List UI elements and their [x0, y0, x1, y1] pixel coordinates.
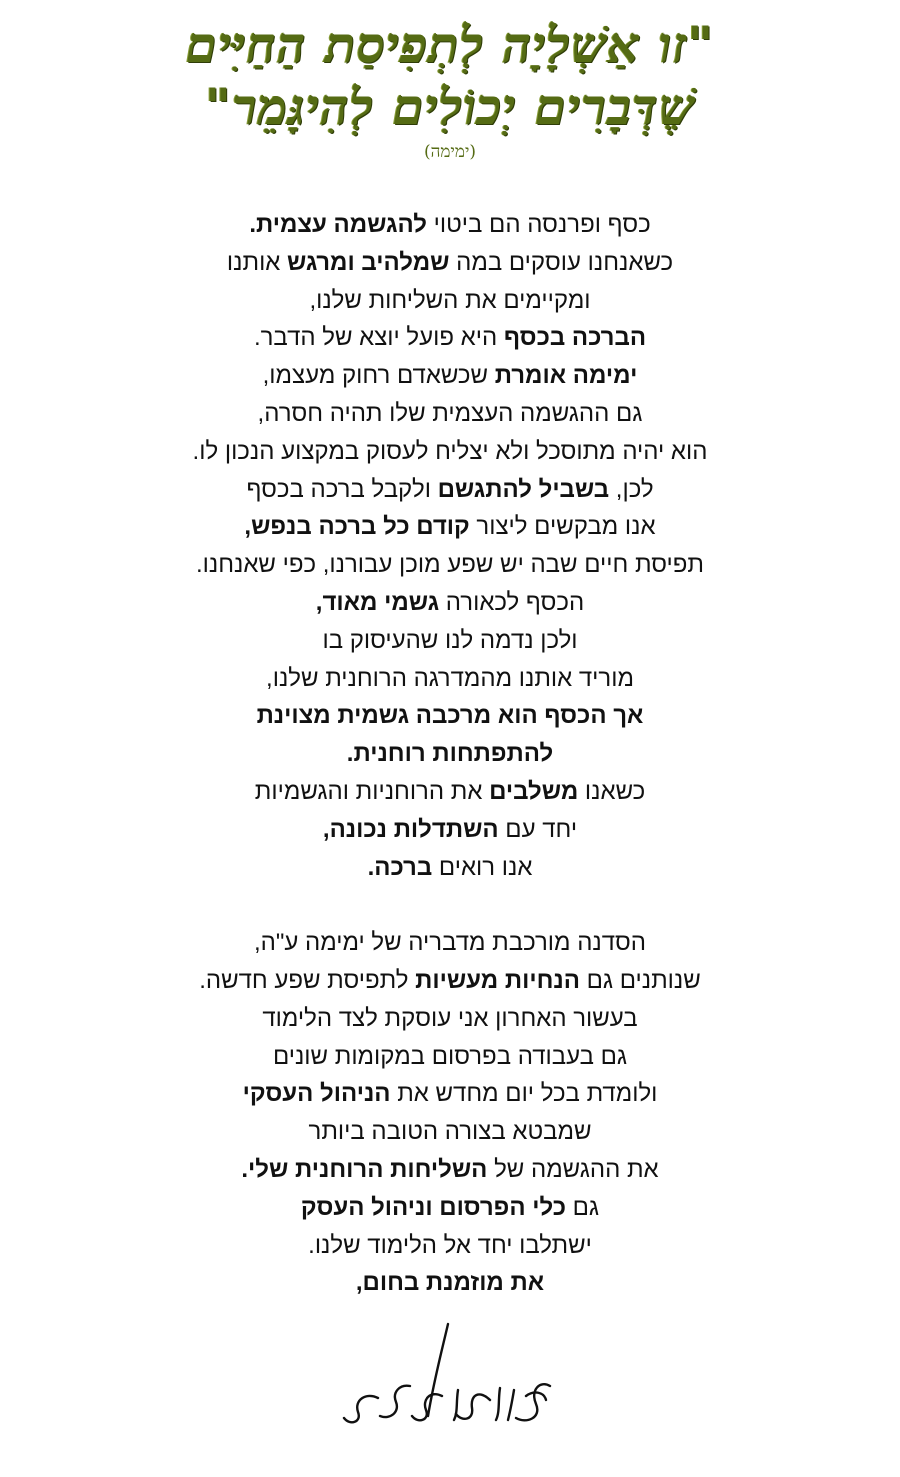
text-line [0, 1151, 900, 1189]
text-line [0, 735, 900, 773]
text-segment: כשאנו [578, 777, 646, 805]
text-segment: היא פועל יוצא של הדבר. [253, 324, 504, 352]
text-line [0, 1227, 900, 1265]
text-line [0, 773, 900, 811]
text-segment: אותנו [226, 248, 288, 276]
text-line [0, 433, 900, 471]
text-line [0, 1000, 900, 1038]
handwritten-signature-icon [330, 1320, 570, 1440]
text-line [0, 1189, 900, 1227]
text-line [0, 395, 900, 433]
text-line [0, 622, 900, 660]
bold-text-segment: השתדלות נכונה, [322, 815, 499, 843]
text-line [0, 1038, 900, 1076]
text-line [0, 206, 900, 244]
text-line [0, 244, 900, 282]
text-line [0, 697, 900, 735]
bold-text-segment: גשמי מאוד, [315, 588, 440, 616]
text-line [0, 357, 900, 395]
text-segment: כסף ופרנסה הם ביטוי [426, 211, 651, 238]
text-segment: גם [565, 1193, 600, 1221]
bold-text-segment: להתפתחות רוחנית. [346, 740, 554, 768]
text-segment: שכשאדם רחוק מעצמו, [262, 362, 495, 390]
text-line [0, 1075, 900, 1113]
text-line [0, 811, 900, 849]
text-line [0, 849, 900, 887]
text-line [0, 471, 900, 509]
text-segment: מוריד אותנו מהמדרגה הרוחנית שלנו, [266, 664, 634, 692]
text-line [0, 319, 900, 357]
bold-text-segment: את מוזמנת בחום, [355, 1269, 545, 1297]
text-segment: גם ההגשמה העצמית שלו תהיה חסרה, [257, 399, 643, 427]
text-segment: הסדנה מורכבת מדבריה של ימימה ע"ה, [253, 929, 646, 957]
bold-text-segment: הברכה בכסף [503, 324, 647, 352]
text-segment: הכסף לכאורה [439, 588, 585, 616]
text-segment: אנו מבקשים ליצור [469, 513, 656, 541]
text-segment: תפיסת חיים שבה יש שפע מוכן עבורנו, כפי שאנחנו. [195, 551, 705, 579]
title-block [0, 14, 900, 164]
bold-text-segment: משלבים [489, 777, 579, 805]
bold-text-segment: קודם כל ברכה בנפש, [244, 513, 470, 541]
bold-text-segment: הניהול העסקי [242, 1080, 391, 1108]
bold-text-segment: הנחיות מעשיות [415, 966, 580, 994]
bold-text-segment: ימימה אומרת [494, 362, 638, 390]
bold-text-segment: שמלהיב ומרגש [287, 248, 450, 276]
bold-text-segment: אך הכסף הוא מרכבה גשמית מצוינת [256, 702, 644, 730]
title-line-1: "זו אַשְׁלָיָה לְתְפִיסַת הַחַיִּים [185, 15, 715, 74]
text-line [0, 508, 900, 546]
text-line [0, 924, 900, 962]
paragraph-gap [0, 886, 900, 924]
text-line [0, 282, 900, 320]
text-line [0, 584, 900, 622]
text-segment: שנותנים גם [579, 966, 701, 994]
bold-text-segment: להגשמה עצמית. [249, 211, 427, 238]
text-line [0, 660, 900, 698]
text-segment: ולומדת בכל יום מחדש את [390, 1080, 658, 1108]
text-segment: לתפיסת שפע חדשה. [199, 966, 416, 994]
text-segment: בעשור האחרון אני עוסקת לצד הלימוד [262, 1004, 638, 1032]
text-segment: לכן, [609, 475, 654, 503]
bold-text-segment: בשביל להתגשם [437, 475, 610, 503]
text-segment: כשאנחנו עוסקים במה [449, 248, 674, 276]
title-attribution: (ימימה) [423, 142, 477, 162]
text-segment: אנו רואים [432, 853, 533, 881]
text-segment: ומקיימים את השליחות שלנו, [309, 286, 591, 314]
text-segment: יחד עם [498, 815, 578, 843]
body-text [0, 206, 900, 1302]
text-segment: את ההגשמה של [487, 1155, 659, 1183]
bold-text-segment: ברכה. [367, 853, 433, 881]
title-line-2: שֶׁדְּבָרִים יְכוֹלִים לְהִיגָּמֵר" [204, 77, 696, 136]
text-segment: ולקבל ברכה בכסף [246, 475, 438, 503]
text-line [0, 546, 900, 584]
bold-text-segment: כלי הפרסום וניהול העסק [300, 1193, 566, 1221]
text-segment: את הרוחניות והגשמיות [254, 777, 490, 805]
text-line [0, 1113, 900, 1151]
text-segment: ישתלבו יחד אל הלימוד שלנו. [308, 1231, 592, 1259]
text-segment: גם בעבודה בפרסום במקומות שונים [272, 1042, 628, 1070]
text-line [0, 1264, 900, 1302]
text-segment: ולכן נדמה לנו שהעיסוק בו [322, 626, 578, 654]
text-line [0, 962, 900, 1000]
text-segment: שמבטא בצורה הטובה ביותר [308, 1118, 592, 1146]
bold-text-segment: השליחות הרוחנית שלי. [241, 1155, 488, 1183]
text-segment: הוא יהיה מתוסכל ולא יצליח לעסוק במקצוע הנכון לו. [192, 437, 708, 465]
